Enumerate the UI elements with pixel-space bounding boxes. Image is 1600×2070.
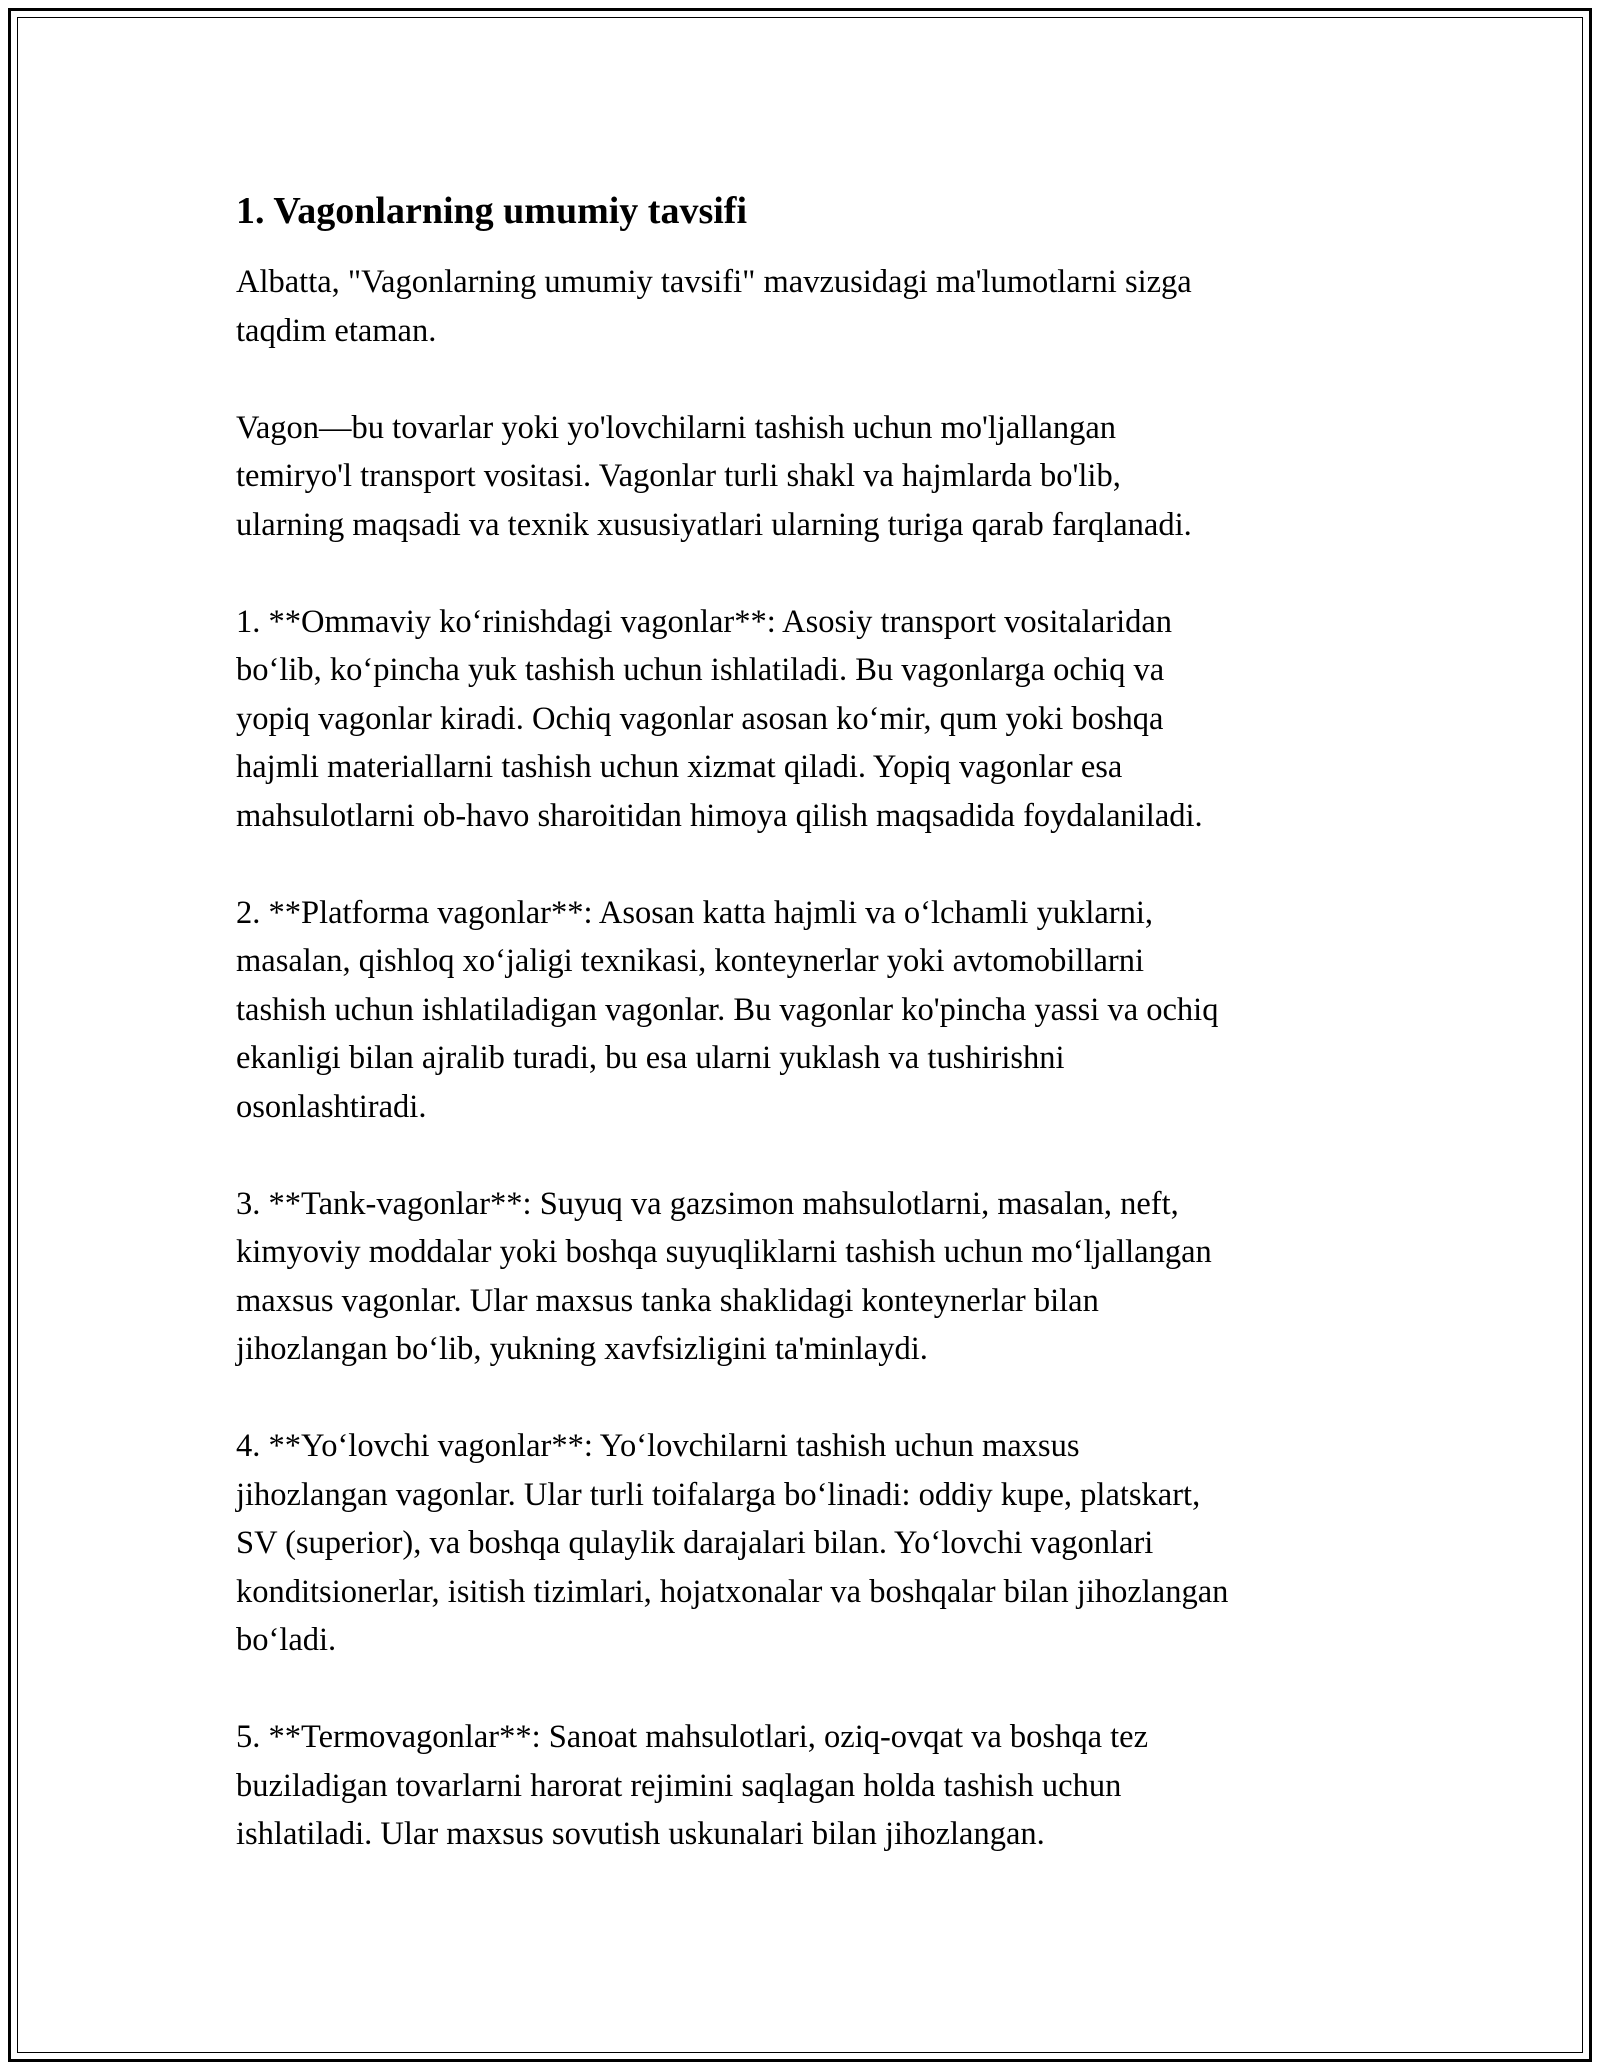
section-heading: 1. Vagonlarning umumiy tavsifi [236,190,747,232]
list-item-thermo-wagons: 5. **Termovagonlar**: Sanoat mahsulotlari, oziq-ovqat va boshqa tez buziladigan tovarlarni harorat rejimini saqlagan holda tashish uchun ishlatiladi. Ular maxsus sovutish uskunalari bilan jihozlangan. [236,1719,1148,1852]
document-body [236,186,1376,1907]
definition-paragraph: Vagon—bu tovarlar yoki yo'lovchilarni tashish uchun mo'ljallangan temiryo'l transport vositasi. Vagonlar turli shakl va hajmlarda bo'lib, ularning maqsadi va texnik xususiyatlari ularning turiga qarab farqlanadi. [236,409,1192,543]
list-item-mass-wagons: 1. **Ommaviy ko‘rinishdagi vagonlar**: Asosiy transport vositalaridan bo‘lib, ko‘pincha yuk tashish uchun ishlatiladi. Bu vagonlarga ochiq va yopiq vagonlar kiradi. Ochiq vagonlar asosan ko‘mir, qum yoki boshqa hajmli materiallarni tashish uchun xizmat qiladi. Yopiq vagonlar esa mahsulotlarni ob-havo sharoitidan himoya qilish maqsadida foydalaniladi. [236,603,1203,834]
intro-paragraph: Albatta, "Vagonlarning umumiy tavsifi" mavzusidagi ma'lumotlarni sizga taqdim etaman. [236,264,1192,349]
list-item-platform-wagons: 2. **Platforma vagonlar**: Asosan katta hajmli va o‘lchamli yuklarni, masalan, qishloq xo‘jaligi texnikasi, konteynerlar yoki avtomobillarni tashish uchun ishlatiladigan vagonlar. Bu vagonlar ko'pincha yassi va ochiq ekanligi bilan ajralib turadi, bu esa ularni yuklash va tushirishni osonlashtiradi. [236,894,1219,1125]
list-item-tank-wagons: 3. **Tank-vagonlar**: Suyuq va gazsimon mahsulotlarni, masalan, neft, kimyoviy moddalar yoki boshqa suyuqliklarni tashish uchun mo‘ljallangan maxsus vagonlar. Ular maxsus tanka shaklidagi konteynerlar bilan jihozlangan bo‘lib, yukning xavfsizligini ta'minlaydi. [236,1185,1212,1367]
list-item-passenger-wagons: 4. **Yo‘lovchi vagonlar**: Yo‘lovchilarni tashish uchun maxsus jihozlangan vagonlar. Ular turli toifalarga bo‘linadi: oddiy kupe, platskart, SV (superior), va boshqa qulaylik darajalari bilan. Yo‘lovchi vagonlari konditsionerlar, isitish tizimlari, hojatxonalar va boshqalar bilan jihozlangan bo‘ladi. [236,1428,1229,1658]
